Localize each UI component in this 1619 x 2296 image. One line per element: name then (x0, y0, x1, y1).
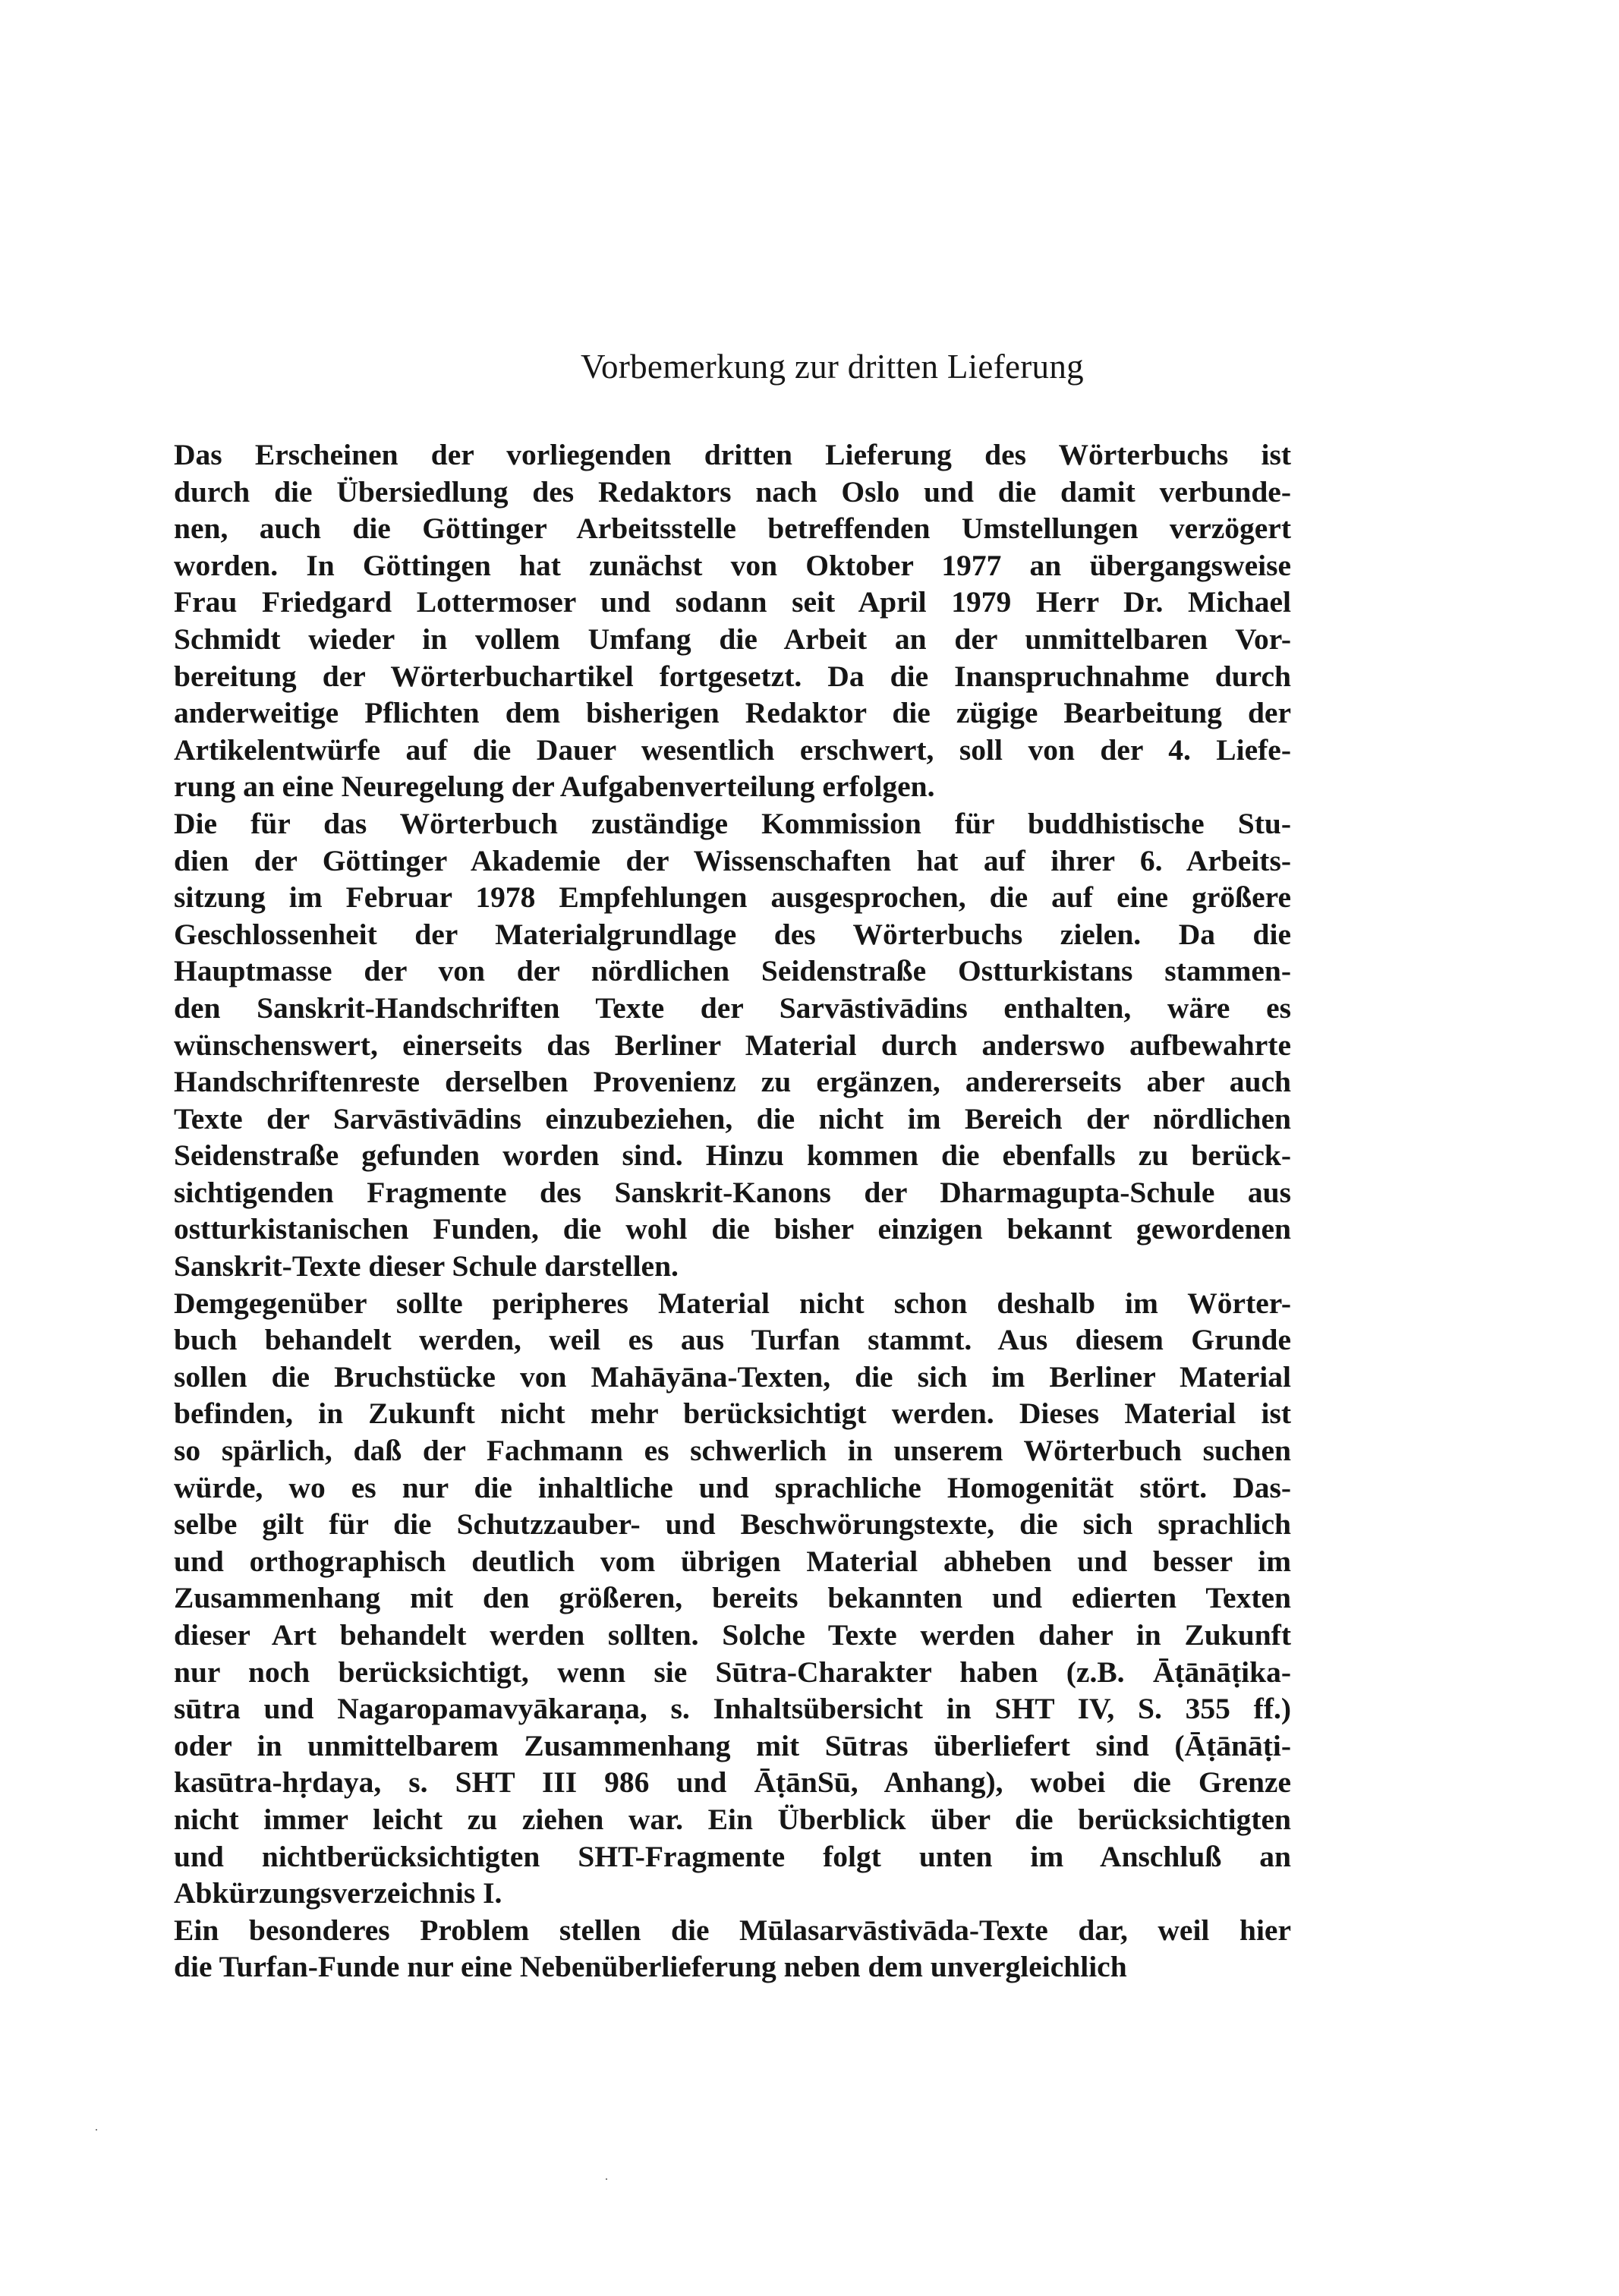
text-line: sitzung im Februar 1978 Empfehlungen ausgesprochen, die auf eine größere (174, 880, 1291, 915)
text-line: anderweitige Pflichten dem bisherigen Redaktor die zügige Bearbeitung der (174, 696, 1291, 730)
text-line: rung an eine Neuregelung der Aufgabenverteilung erfolgen. (174, 770, 935, 804)
text-line: selbe gilt für die Schutzzauber- und Beschwörungstexte, die sich sprachlich (174, 1507, 1291, 1542)
text-line: wünschenswert, einerseits das Berliner Material durch anderswo aufbewahrte (174, 1028, 1291, 1062)
paragraph (174, 805, 1291, 1285)
text-line: oder in unmittelbarem Zusammenhang mit Sūtras überliefert sind (Āṭānāṭi- (174, 1728, 1291, 1762)
text-line: Seidenstraße gefunden worden sind. Hinzu kommen die ebenfalls zu berück- (174, 1139, 1291, 1173)
text-line: ostturkistanischen Funden, die wohl die bisher einzigen bekannt gewordenen (174, 1212, 1291, 1246)
text-line: befinden, in Zukunft nicht mehr berücksichtigt werden. Dieses Material ist (174, 1397, 1291, 1431)
text-line: den Sanskrit-Handschriften Texte der Sarvāstivādins enthalten, wäre es (174, 991, 1291, 1025)
text-line: sūtra und Nagaropamavyākaraṇa, s. Inhaltsübersicht in SHT IV, S. 355 ff.) (174, 1692, 1291, 1726)
text-line: Die für das Wörterbuch zuständige Kommission für buddhistische Stu- (174, 806, 1291, 840)
text-line: würde, wo es nur die inhaltliche und sprachliche Homogenität stört. Das- (174, 1470, 1291, 1504)
text-line: durch die Übersiedlung des Redaktors nach Oslo und die damit verbunde- (174, 474, 1291, 509)
text-line: Abkürzungsverzeichnis I. (174, 1876, 502, 1910)
text-line: die Turfan-Funde nur eine Nebenüberlieferung neben dem unvergleichlich (174, 1950, 1127, 1984)
page-title: Vorbemerkung zur dritten Lieferung (581, 348, 1084, 386)
text-line: und nichtberücksichtigten SHT-Fragmente folgt unten im Anschluß an (174, 1839, 1291, 1873)
text-line: und orthographisch deutlich vom übrigen Material abheben und besser im (174, 1544, 1291, 1578)
text-line: nur noch berücksichtigt, wenn sie Sūtra-Charakter haben (z.B. Āṭānāṭika- (174, 1655, 1291, 1689)
scan-speck (606, 2178, 607, 2180)
text-line: Sanskrit-Texte dieser Schule darstellen. (174, 1249, 679, 1283)
text-line: Hauptmasse der von der nördlichen Seidenstraße Ostturkistans stammen- (174, 954, 1291, 988)
text-line: Handschriftenreste derselben Provenienz zu ergänzen, andererseits aber auch (174, 1065, 1291, 1099)
text-line: sichtigenden Fragmente des Sanskrit-Kanons der Dharmagupta-Schule aus (174, 1175, 1291, 1209)
text-line: Artikelentwürfe auf die Dauer wesentlich erschwert, soll von der 4. Liefe- (174, 732, 1291, 767)
text-line: so spärlich, daß der Fachmann es schwerlich in unserem Wörterbuch suchen (174, 1434, 1291, 1468)
text-line: nicht immer leicht zu ziehen war. Ein Überblick über die berücksichtigten (174, 1802, 1291, 1836)
text-line: sollen die Bruchstücke von Mahāyāna-Texten, die sich im Berliner Material (174, 1359, 1291, 1394)
text-line: Zusammenhang mit den größeren, bereits bekannten und edierten Texten (174, 1581, 1291, 1615)
text-line: Ein besonderes Problem stellen die Mūlasarvāstivāda-Texte dar, weil hier (174, 1913, 1291, 1947)
text-line: kasūtra-hṛdaya, s. SHT III 986 und ĀṭānSū, Anhang), wobei die Grenze (174, 1765, 1291, 1800)
paragraph (174, 1285, 1291, 1912)
text-line: buch behandelt werden, weil es aus Turfan stammt. Aus diesem Grunde (174, 1323, 1291, 1357)
text-line: nen, auch die Göttinger Arbeitsstelle betreffenden Umstellungen verzögert (174, 512, 1291, 546)
paragraph (174, 1912, 1291, 1986)
text-line: Das Erscheinen der vorliegenden dritten Lieferung des Wörterbuchs ist (174, 438, 1291, 471)
text-line: dieser Art behandelt werden sollten. Solche Texte werden daher in Zukunft (174, 1618, 1291, 1652)
body-text (174, 436, 1291, 1986)
text-line: bereitung der Wörterbuchartikel fortgesetzt. Da die Inanspruchnahme durch (174, 659, 1291, 693)
paragraph (174, 436, 1291, 805)
text-line: Demgegenüber sollte peripheres Material nicht schon deshalb im Wörter- (174, 1286, 1291, 1320)
text-line: worden. In Göttingen hat zunächst von Oktober 1977 an übergangsweise (174, 548, 1291, 582)
text-line: dien der Göttinger Akademie der Wissenschaften hat auf ihrer 6. Arbeits- (174, 843, 1291, 877)
text-line: Frau Friedgard Lottermoser und sodann seit April 1979 Herr Dr. Michael (174, 585, 1291, 619)
text-line: Schmidt wieder in vollem Umfang die Arbeit an der unmittelbaren Vor- (174, 622, 1291, 656)
scan-speck (96, 2129, 97, 2131)
text-line: Geschlossenheit der Materialgrundlage des Wörterbuchs zielen. Da die (174, 917, 1291, 951)
text-line: Texte der Sarvāstivādins einzubeziehen, die nicht im Bereich der nördlichen (174, 1101, 1291, 1135)
